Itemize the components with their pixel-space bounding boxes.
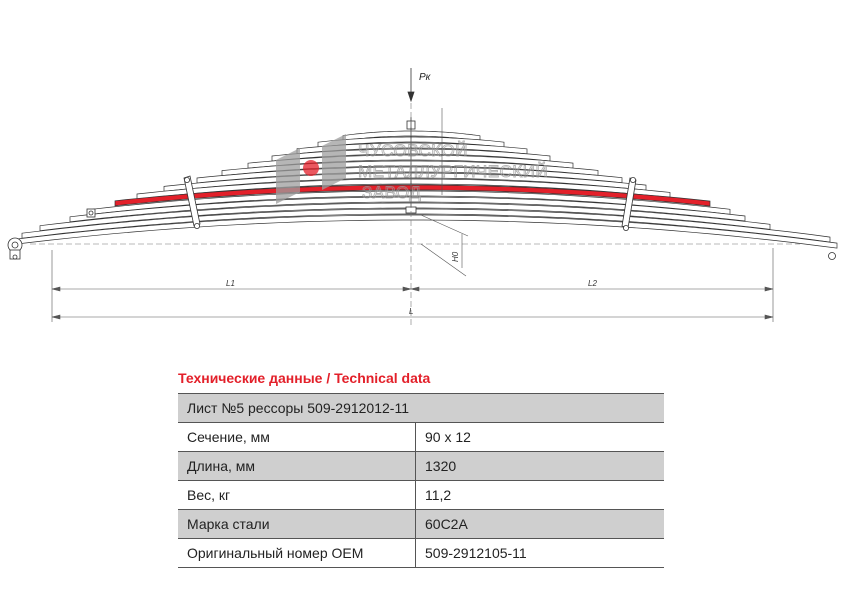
watermark-line-3: ЗАВОД <box>362 183 422 202</box>
spec-value: 509-2912105-11 <box>416 539 665 568</box>
load-arrow <box>408 68 414 101</box>
spec-label: Вес, кг <box>178 481 416 510</box>
spec-value: 60С2А <box>416 510 665 539</box>
watermark-line-2: МЕТАЛЛУРГИЧЕСКИЙ <box>358 162 549 181</box>
technical-data-title: Технические данные / Technical data <box>178 370 431 386</box>
load-label: Pк <box>419 72 431 83</box>
table-row <box>178 510 664 539</box>
spec-label: Длина, мм <box>178 452 416 481</box>
h0-label: H0 <box>451 251 460 262</box>
spec-value: 90 х 12 <box>416 423 665 452</box>
part-name-cell: Лист №5 рессоры 509-2912012-11 <box>178 394 664 423</box>
l-label: L <box>409 307 414 316</box>
spec-value: 1320 <box>416 452 665 481</box>
l1-label: L1 <box>226 279 235 288</box>
right-leaf-tip <box>829 253 836 260</box>
spec-label: Оригинальный номер OEM <box>178 539 416 568</box>
spec-label: Сечение, мм <box>178 423 416 452</box>
spec-value: 11,2 <box>416 481 665 510</box>
l2-label: L2 <box>588 279 597 288</box>
watermark-line-1: ЧУСОВСКОЙ <box>358 141 468 160</box>
table-header-row <box>178 394 664 423</box>
left-eye <box>8 238 22 259</box>
table-row <box>178 539 664 568</box>
left-clip <box>87 209 95 217</box>
table-row <box>178 481 664 510</box>
table-row <box>178 423 664 452</box>
table-row <box>178 452 664 481</box>
technical-data-table <box>178 393 664 568</box>
spec-label: Марка стали <box>178 510 416 539</box>
